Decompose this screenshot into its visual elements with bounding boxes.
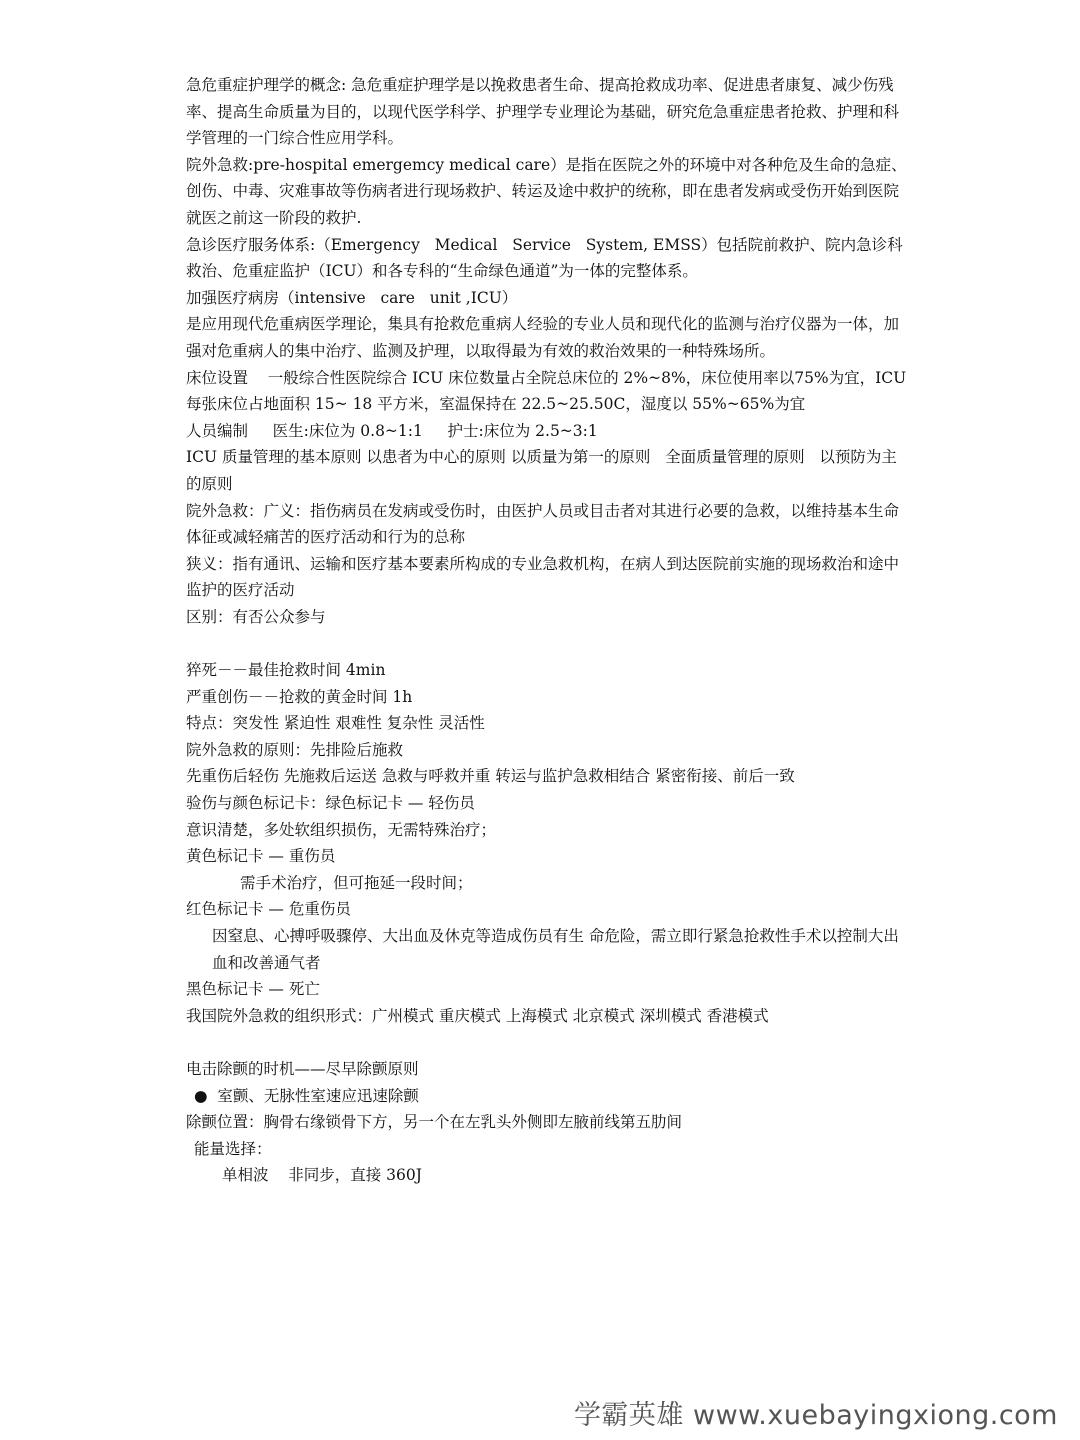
paragraph-broad-definition: 院外急救：广义：指伤病员在发病或受伤时，由医护人员或目击者对其进行必要的急救，以维持基本生命体征或减轻痛苦的医疗活动和行为的总称 — [186, 501, 900, 547]
line-defibrillation-timing: 电击除颤的时机——尽早除颤原则 — [186, 1059, 419, 1078]
line-yellow-card: 黄色标记卡 — 重伤员 — [186, 847, 336, 866]
line-yellow-desc: 需手术治疗，但可拖延一段时间； — [240, 873, 473, 892]
line-monophasic: 单相波 非同步，直接 360J — [222, 1166, 422, 1185]
paragraph-prehospital: 院外急救:pre-hospital emergemcy medical care）是指在医院之外的环境中对各种危及生命的急症、创伤、中毒、灾难事故等伤病者进行现场救护、转运及途中救护的统称，即在患者发病或受伤开始到医院就医之前这一阶段的救护. — [186, 155, 907, 227]
blank-line — [186, 630, 908, 657]
line-principles-list: 先重伤后轻伤 先施救后运送 急救与呼救并重 转运与监护急救相结合 紧密衔接、前后一致 — [186, 767, 795, 786]
line-green-card: 验伤与颜色标记卡：绿色标记卡 — 轻伤员 — [186, 794, 475, 813]
line-green-desc: 意识清楚，多处软组织损伤，无需特殊治疗； — [186, 820, 497, 839]
line-black-card: 黑色标记卡 — 死亡 — [186, 980, 320, 999]
paragraph-concept: 急危重症护理学的概念: 急危重症护理学是以挽救患者生命、提高抢救成功率、促进患者康复、减少伤残率、提高生命质量为目的，以现代医学科学、护理学专业理论为基础，研究危急重症患者抢救、护理和科学管理的一门综合性应用学科。 — [186, 76, 900, 148]
line-red-card: 红色标记卡 — 危重伤员 — [186, 900, 351, 919]
line-red-desc: 因窒息、心搏呼吸骤停、大出血及休克等造成伤员有生 命危险，需立即行紧急抢救性手术以控制大出血和改善通气者 — [212, 927, 899, 972]
line-bullet-vf: ● 室颤、无脉性室速应迅速除颤 — [194, 1086, 419, 1105]
line-features: 特点：突发性 紧迫性 艰难性 复杂性 灵活性 — [186, 714, 485, 733]
watermark-text: 学霸英雄 www.xuebayingxiong.com — [573, 1400, 1058, 1431]
line-organization-forms: 我国院外急救的组织形式：广州模式 重庆模式 上海模式 北京模式 深圳模式 香港模式 — [186, 1006, 769, 1025]
document-page — [186, 72, 912, 1189]
paragraph-icu-definition: 是应用现代危重病医学理论，集具有抢救危重病人经验的专业人员和现代化的监测与治疗仪器为一体，加强对危重病人的集中治疗、监测及护理，以取得最为有效的救治效果的一种特殊场所。 — [186, 315, 900, 360]
paragraph-difference: 区别：有否公众参与 — [186, 607, 326, 626]
paragraph-staffing: 人员编制 医生:床位为 0.8~1:1 护士:床位为 2.5~3:1 — [186, 421, 598, 440]
blank-line — [186, 1029, 908, 1056]
line-principle: 院外急救的原则：先排险后施救 — [186, 740, 404, 759]
line-defibrillation-position: 除颤位置：胸骨右缘锁骨下方，另一个在左乳头外侧即左腋前线第五肋间 — [186, 1113, 683, 1132]
paragraph-narrow-definition: 狭义：指有通讯、运输和医疗基本要素所构成的专业急救机构，在病人到达医院前实施的现场救治和途中监护的医疗活动 — [186, 554, 900, 600]
paragraph-icu-principles: ICU 质量管理的基本原则 以患者为中心的原则 以质量为第一的原则 全面质量管理的原则 以预防为主的原则 — [186, 448, 897, 493]
line-severe-trauma: 严重创伤－－抢救的黄金时间 1h — [186, 687, 413, 706]
line-sudden-death: 猝死－－最佳抢救时间 4min — [186, 661, 386, 680]
heading-icu: 加强医疗病房（intensive care unit ,ICU） — [186, 288, 518, 307]
paragraph-bed-setup: 床位设置 一般综合性医院综合 ICU 床位数量占全院总床位的 2%~8%，床位使用率以75%为宜，ICU 每张床位占地面积 15~ 18 平方米，室温保持在 22.5~25.50C，湿度以 55%~65%为宜 — [186, 368, 912, 414]
paragraph-emss: 急诊医疗服务体系:（Emergency Medical Service System, EMSS）包括院前救护、院内急诊科救治、危重症监护（ICU）和各专科的“生命绿色通道”为一体的完整体系。 — [186, 235, 903, 281]
line-energy-selection: 能量选择： — [194, 1139, 272, 1158]
